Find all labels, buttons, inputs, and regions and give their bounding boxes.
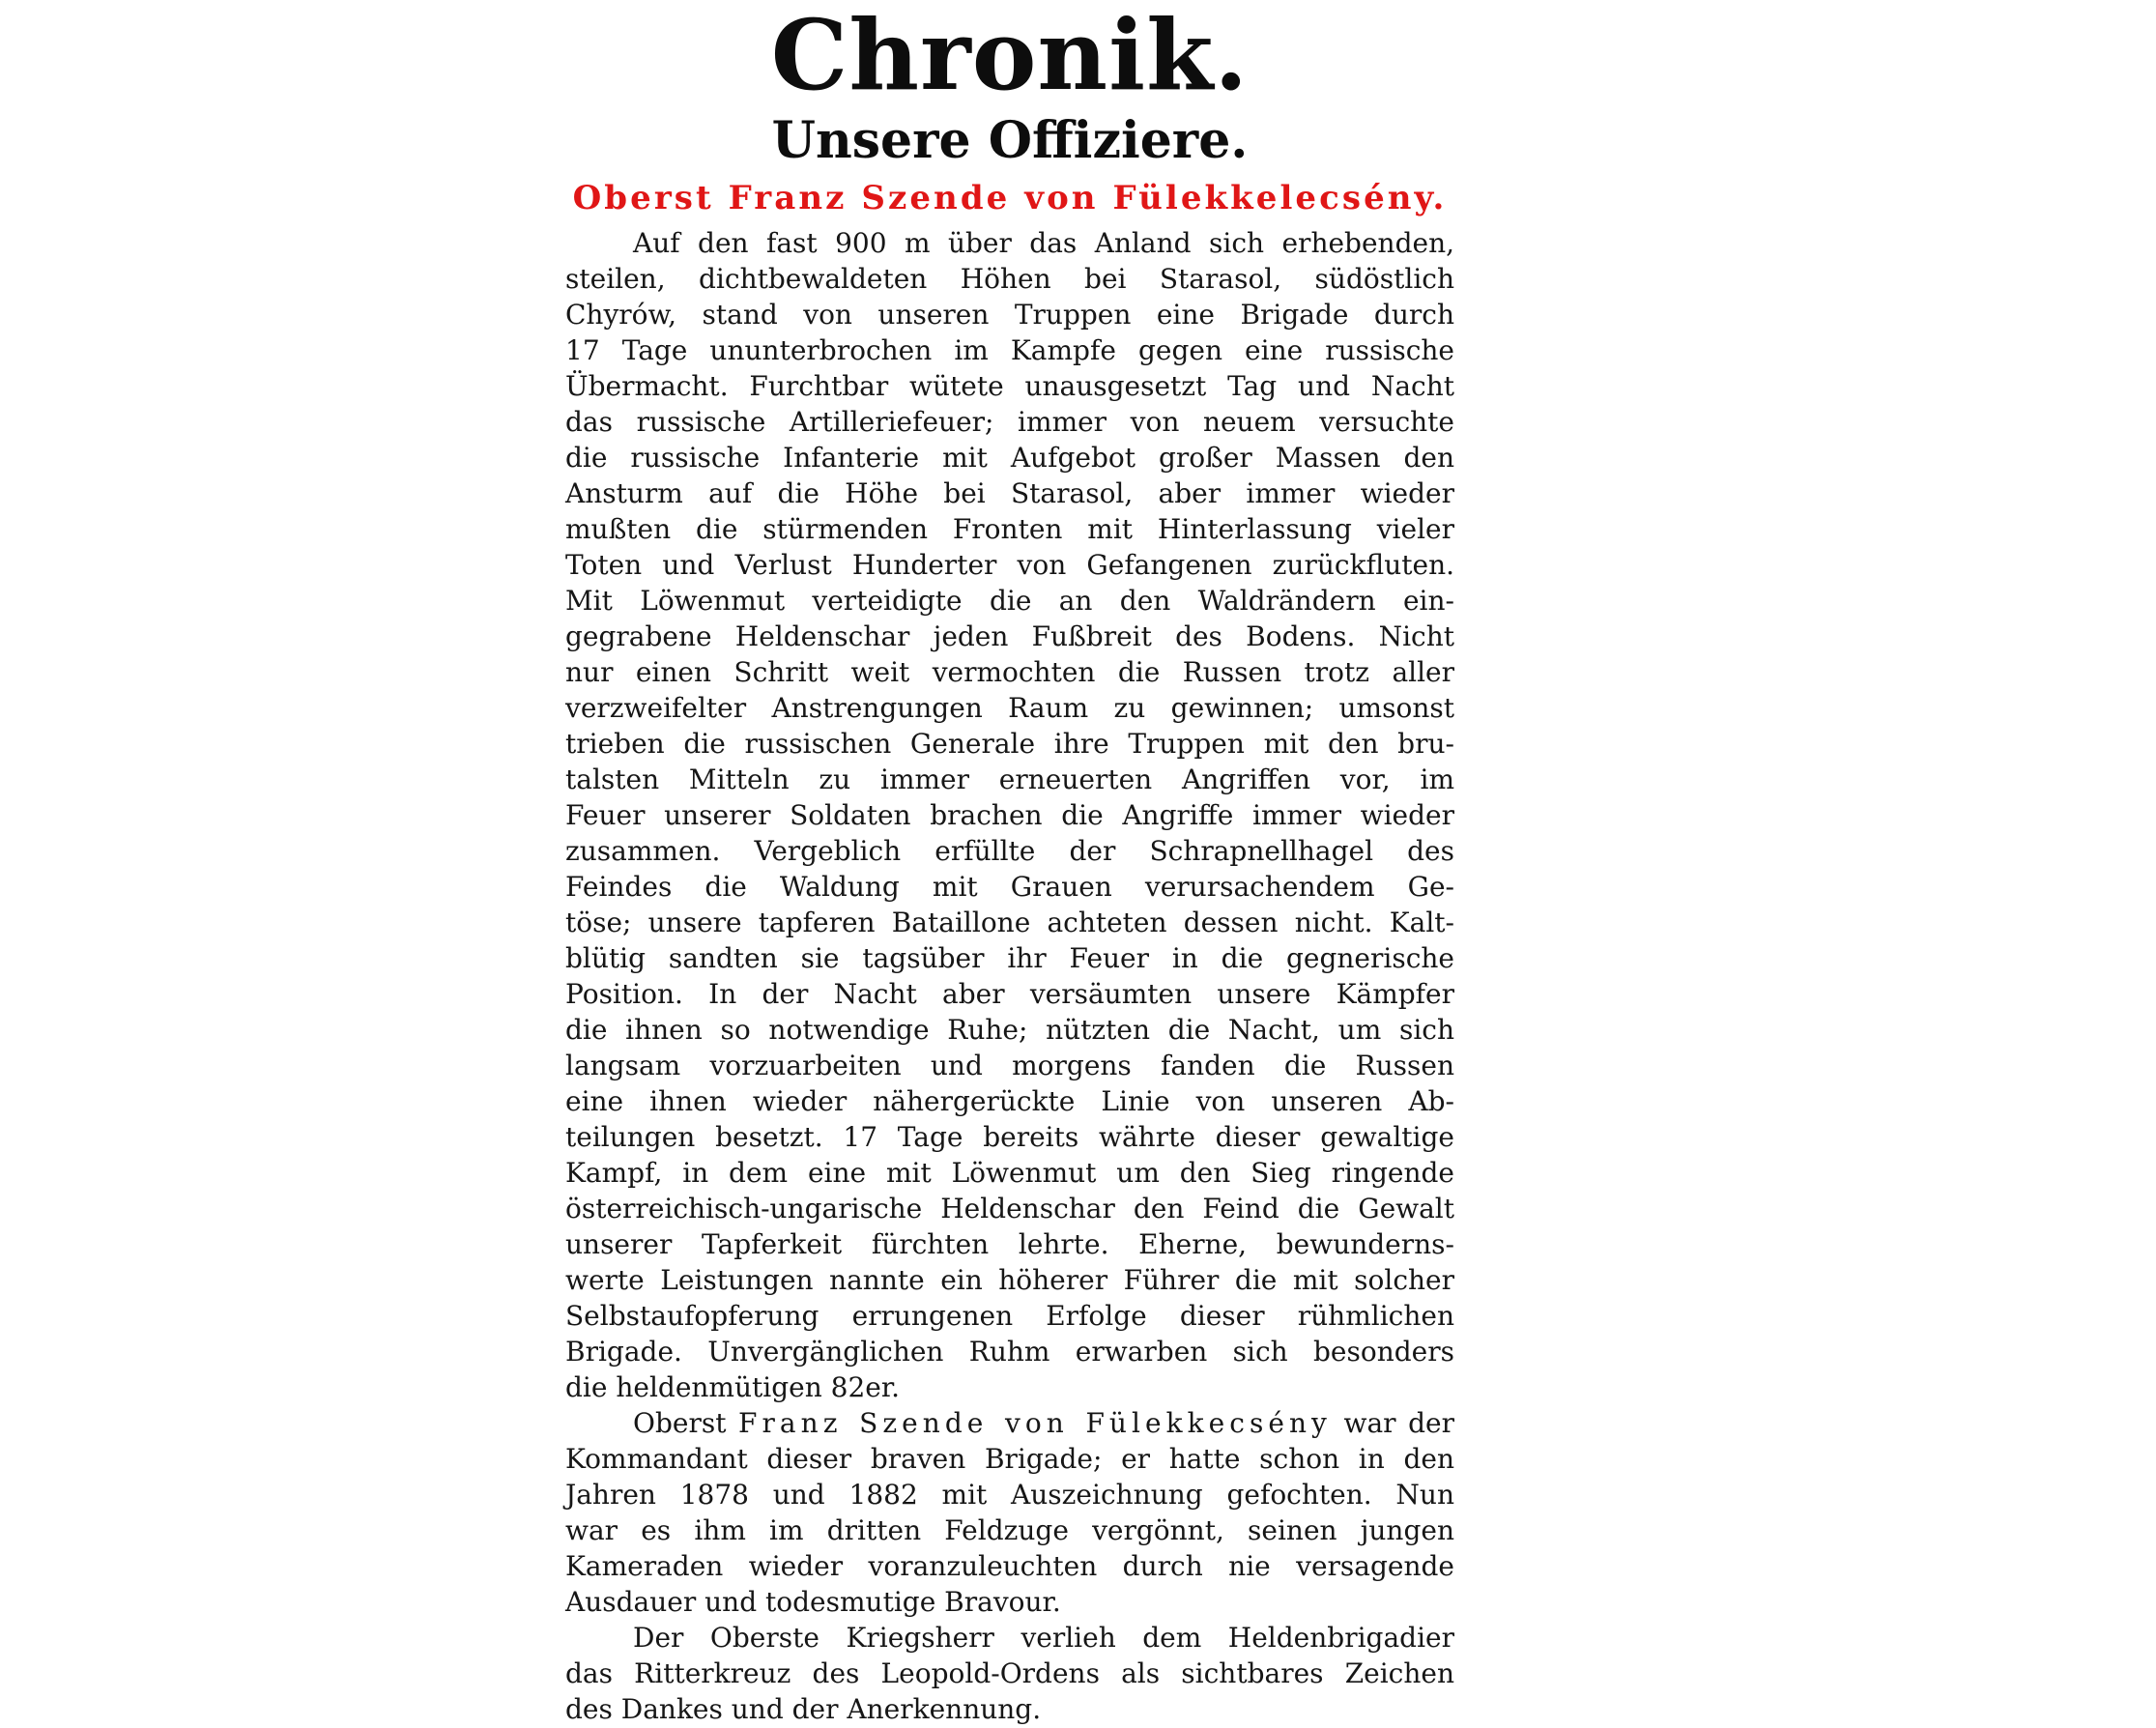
article-line: war es ihm im dritten Feldzuge vergönnt, seinen jungen <box>565 1514 1454 1546</box>
article-line: Ausdauer und todesmutige Bravour. <box>565 1586 1061 1618</box>
article-line: Mit Löwenmut verteidigte die an den Waldrändern ein- <box>565 585 1454 617</box>
article-line: steilen, dichtbewaldeten Höhen bei Starasol, südöstlich <box>565 263 1454 295</box>
article-line: gegrabene Heldenschar jeden Fußbreit des Bodens. Nicht <box>565 620 1454 652</box>
article-line: Toten und Verlust Hunderter von Gefangenen zurückfluten. <box>565 549 1454 581</box>
article-body <box>565 225 1454 1727</box>
article-line: des Dankes und der Anerkennung. <box>565 1693 1042 1725</box>
article-column <box>565 0 1454 1727</box>
article-line: Feuer unserer Soldaten brachen die Angriffe immer wieder <box>565 799 1454 831</box>
article-line: Feindes die Waldung mit Grauen verursachendem Ge- <box>565 871 1454 903</box>
article-line: Selbstaufopferung errungenen Erfolge dieser rühmlichen <box>565 1300 1454 1332</box>
article-line: eine ihnen wieder nähergerückte Linie von unseren Ab- <box>565 1085 1454 1117</box>
article-line: werte Leistungen nannte ein höherer Führer die mit solcher <box>565 1264 1454 1296</box>
article-line: Brigade. Unvergänglichen Ruhm erwarben sich besonders <box>565 1336 1454 1368</box>
article-line: Ansturm auf die Höhe bei Starasol, aber immer wieder <box>565 477 1454 509</box>
article-line: unserer Tapferkeit fürchten lehrte. Eherne, bewunderns- <box>565 1228 1454 1260</box>
article-line: blütig sandten sie tagsüber ihr Feuer in die gegnerische <box>565 942 1454 974</box>
person-name-emphasis: Franz Szende von Fülekkecsény <box>738 1407 1332 1439</box>
article-line: die heldenmütigen 82er. <box>565 1371 901 1403</box>
line-text: Oberst <box>633 1407 739 1439</box>
article-line: Chyrów, stand von unseren Truppen eine Brigade durch <box>565 299 1454 331</box>
article-line: langsam vorzuarbeiten und morgens fanden die Russen <box>565 1050 1454 1081</box>
article-line: Auf den fast 900 m über das Anland sich erhebenden, <box>633 227 1454 259</box>
article-line: das russische Artilleriefeuer; immer von neuem versuchte <box>565 406 1454 438</box>
article-line: teilungen besetzt. 17 Tage bereits währte dieser gewaltige <box>565 1121 1454 1153</box>
article-line: töse; unsere tapferen Bataillone achteten dessen nicht. Kalt- <box>565 907 1454 938</box>
article-line: Übermacht. Furchtbar wütete unausgesetzt Tag und Nacht <box>565 370 1454 402</box>
article-line: Der Oberste Kriegsherr verlieh dem Heldenbrigadier <box>633 1622 1454 1654</box>
article-line: talsten Mitteln zu immer erneuerten Angriffen vor, im <box>565 763 1454 795</box>
article-line: Kommandant dieser braven Brigade; er hatte schon in den <box>565 1443 1454 1475</box>
line-text: war der <box>1331 1407 1454 1439</box>
article-line: zusammen. Vergeblich erfüllte der Schrapnellhagel des <box>565 835 1454 867</box>
article-line: verzweifelter Anstrengungen Raum zu gewinnen; umsonst <box>565 692 1454 724</box>
article-line: das Ritterkreuz des Leopold-Ordens als sichtbares Zeichen <box>565 1657 1454 1689</box>
page-title: Chronik. <box>770 0 1250 112</box>
article-line: trieben die russischen Generale ihre Truppen mit den bru- <box>565 728 1454 760</box>
article-line: Kameraden wieder voranzuleuchten durch nie versagende <box>565 1550 1454 1582</box>
section-title: Unsere Offiziere. <box>771 111 1249 170</box>
article-heading-red: Oberst Franz Szende von Fülekkelecsény. <box>572 179 1448 217</box>
article-line: 17 Tage ununterbrochen im Kampfe gegen eine russische <box>565 334 1454 366</box>
article-line: Jahren 1878 und 1882 mit Auszeichnung gefochten. Nun <box>565 1479 1454 1511</box>
article-line: Position. In der Nacht aber versäumten unsere Kämpfer <box>565 978 1454 1010</box>
article-line: die ihnen so notwendige Ruhe; nützten die Nacht, um sich <box>565 1014 1454 1046</box>
article-line: mußten die stürmenden Fronten mit Hinterlassung vieler <box>565 513 1454 545</box>
article-line <box>565 1405 1454 1441</box>
article-line: die russische Infanterie mit Aufgebot großer Massen den <box>565 442 1454 474</box>
article-line: nur einen Schritt weit vermochten die Russen trotz aller <box>565 656 1454 688</box>
article-line: österreichisch-ungarische Heldenschar den Feind die Gewalt <box>565 1193 1454 1224</box>
article-line: Kampf, in dem eine mit Löwenmut um den Sieg ringende <box>565 1157 1454 1189</box>
